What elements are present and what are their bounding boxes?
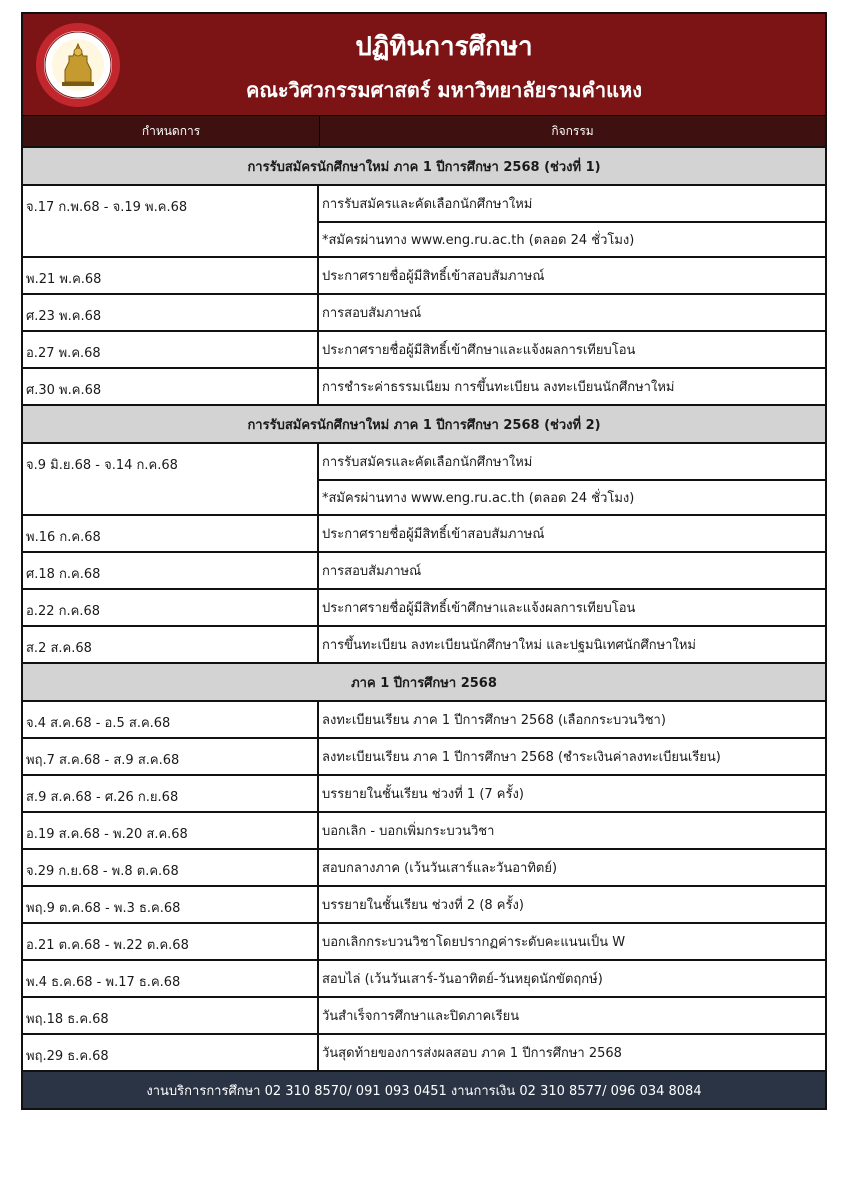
date-cell: ศ.30 พ.ค.68	[23, 369, 319, 404]
date-cell: ส.2 ส.ค.68	[23, 627, 319, 662]
table-row	[23, 514, 825, 551]
table-row	[23, 737, 825, 774]
activity-cell: สอบไล่ (เว้นวันเสาร์-วันอาทิตย์-วันหยุดนักขัตฤกษ์)	[322, 972, 603, 987]
activity-cell: การชำระค่าธรรมเนียม การขึ้นทะเบียน ลงทะเบียนนักศึกษาใหม่	[322, 380, 675, 395]
table-row	[23, 293, 825, 330]
activity-cell: วันสุดท้ายของการส่งผลสอบ ภาค 1 ปีการศึกษา 2568	[322, 1046, 622, 1061]
activity-cell: ประกาศรายชื่อผู้มีสิทธิ์เข้าสอบสัมภาษณ์	[322, 269, 545, 284]
activity-cell: ลงทะเบียนเรียน ภาค 1 ปีการศึกษา 2568 (เลือกกระบวนวิชา)	[322, 713, 666, 728]
activity-cell: *สมัครผ่านทาง www.eng.ru.ac.th (ตลอด 24 ชั่วโมง)	[319, 479, 825, 514]
table-row	[23, 625, 825, 662]
date-cell: พฤ.7 ส.ค.68 - ส.9 ส.ค.68	[23, 739, 319, 774]
date-cell: ศ.23 พ.ค.68	[23, 295, 319, 330]
date-cell: อ.27 พ.ค.68	[23, 332, 319, 367]
activity-cell-group	[319, 186, 825, 256]
section-header: การรับสมัครนักศึกษาใหม่ ภาค 1 ปีการศึกษา 2568 (ช่วงที่ 2)	[23, 404, 825, 442]
table-row	[23, 1033, 825, 1070]
date-cell: จ.17 ก.พ.68 - จ.19 พ.ค.68	[23, 186, 319, 256]
table-row	[23, 367, 825, 404]
table-row	[23, 442, 825, 514]
date-cell: ส.9 ส.ค.68 - ศ.26 ก.ย.68	[23, 776, 319, 811]
activity-cell: การรับสมัครและคัดเลือกนักศึกษาใหม่	[322, 197, 533, 212]
table-body	[23, 146, 825, 1070]
table-row	[23, 774, 825, 811]
page-subtitle: คณะวิศวกรรมศาสตร์ มหาวิทยาลัยรามคำแหง	[246, 78, 642, 102]
date-cell: จ.29 ก.ย.68 - พ.8 ต.ค.68	[23, 850, 319, 885]
activity-cell: บรรยายในชั้นเรียน ช่วงที่ 2 (8 ครั้ง)	[322, 898, 524, 913]
activity-cell: บอกเลิกกระบวนวิชาโดยปรากฏค่าระดับคะแนนเป็น W	[322, 935, 626, 950]
table-row	[23, 551, 825, 588]
activity-cell-group	[319, 924, 825, 959]
column-header-date: กำหนดการ	[23, 116, 320, 146]
activity-cell: ประกาศรายชื่อผู้มีสิทธิ์เข้าสอบสัมภาษณ์	[322, 527, 545, 542]
activity-cell: ลงทะเบียนเรียน ภาค 1 ปีการศึกษา 2568 (ชำระเงินค่าลงทะเบียนเรียน)	[322, 750, 721, 765]
table-row	[23, 848, 825, 885]
footer-contact: งานบริการการศึกษา 02 310 8570/ 091 093 0451 งานการเงิน 02 310 8577/ 096 034 8084	[23, 1070, 825, 1108]
table-row	[23, 700, 825, 737]
date-cell: พฤ.29 ธ.ค.68	[23, 1035, 319, 1070]
table-row	[23, 922, 825, 959]
column-header-row	[23, 115, 825, 146]
activity-cell-group	[319, 850, 825, 885]
activity-cell: การรับสมัครและคัดเลือกนักศึกษาใหม่	[322, 455, 533, 470]
activity-cell: ประกาศรายชื่อผู้มีสิทธิ์เข้าศึกษาและแจ้งผลการเทียบโอน	[322, 601, 636, 616]
date-cell: พ.4 ธ.ค.68 - พ.17 ธ.ค.68	[23, 961, 319, 996]
activity-cell-group	[319, 516, 825, 551]
activity-cell: บอกเลิก - บอกเพิ่มกระบวนวิชา	[322, 824, 495, 839]
activity-cell: การขึ้นทะเบียน ลงทะเบียนนักศึกษาใหม่ และปฐมนิเทศนักศึกษาใหม่	[322, 638, 696, 653]
date-cell: พ.21 พ.ค.68	[23, 258, 319, 293]
table-row	[23, 330, 825, 367]
activity-cell-group	[319, 258, 825, 293]
date-cell: จ.4 ส.ค.68 - อ.5 ส.ค.68	[23, 702, 319, 737]
table-row	[23, 588, 825, 625]
activity-cell-group	[319, 590, 825, 625]
activity-cell-group	[319, 813, 825, 848]
column-header-activity: กิจกรรม	[551, 123, 594, 138]
activity-cell-group	[319, 776, 825, 811]
date-cell: พฤ.18 ธ.ค.68	[23, 998, 319, 1033]
activity-cell-group	[319, 295, 825, 330]
academic-calendar-table	[21, 12, 827, 1110]
date-cell: อ.19 ส.ค.68 - พ.20 ส.ค.68	[23, 813, 319, 848]
activity-cell: การสอบสัมภาษณ์	[322, 306, 422, 321]
section-header: การรับสมัครนักศึกษาใหม่ ภาค 1 ปีการศึกษา 2568 (ช่วงที่ 1)	[23, 146, 825, 184]
table-row	[23, 959, 825, 996]
activity-cell-group	[319, 627, 825, 662]
date-cell: จ.9 มิ.ย.68 - จ.14 ก.ค.68	[23, 444, 319, 514]
table-row	[23, 811, 825, 848]
table-row	[23, 256, 825, 293]
activity-cell: วันสำเร็จการศึกษาและปิดภาคเรียน	[322, 1009, 520, 1024]
activity-cell: สอบกลางภาค (เว้นวันเสาร์และวันอาทิตย์)	[322, 861, 558, 876]
date-cell: ศ.18 ก.ค.68	[23, 553, 319, 588]
activity-cell: การสอบสัมภาษณ์	[322, 564, 422, 579]
table-row	[23, 184, 825, 256]
activity-cell-group	[319, 553, 825, 588]
activity-cell-group	[319, 887, 825, 922]
table-row	[23, 996, 825, 1033]
title-band	[23, 14, 825, 115]
date-cell: อ.22 ก.ค.68	[23, 590, 319, 625]
activity-cell-group	[319, 444, 825, 514]
activity-cell-group	[319, 961, 825, 996]
page-title: ปฏิทินการศึกษา	[355, 32, 533, 62]
activity-cell-group	[319, 702, 825, 737]
activity-cell: บรรยายในชั้นเรียน ช่วงที่ 1 (7 ครั้ง)	[322, 787, 524, 802]
activity-cell-group	[319, 1035, 825, 1070]
date-cell: พ.16 ก.ค.68	[23, 516, 319, 551]
date-cell: อ.21 ต.ค.68 - พ.22 ต.ค.68	[23, 924, 319, 959]
activity-cell-group	[319, 739, 825, 774]
activity-cell-group	[319, 998, 825, 1033]
table-row	[23, 885, 825, 922]
activity-cell: ประกาศรายชื่อผู้มีสิทธิ์เข้าศึกษาและแจ้งผลการเทียบโอน	[322, 343, 636, 358]
date-cell: พฤ.9 ต.ค.68 - พ.3 ธ.ค.68	[23, 887, 319, 922]
section-header: ภาค 1 ปีการศึกษา 2568	[23, 662, 825, 700]
activity-cell: *สมัครผ่านทาง www.eng.ru.ac.th (ตลอด 24 ชั่วโมง)	[319, 221, 825, 256]
activity-cell-group	[319, 369, 825, 404]
activity-cell-group	[319, 332, 825, 367]
